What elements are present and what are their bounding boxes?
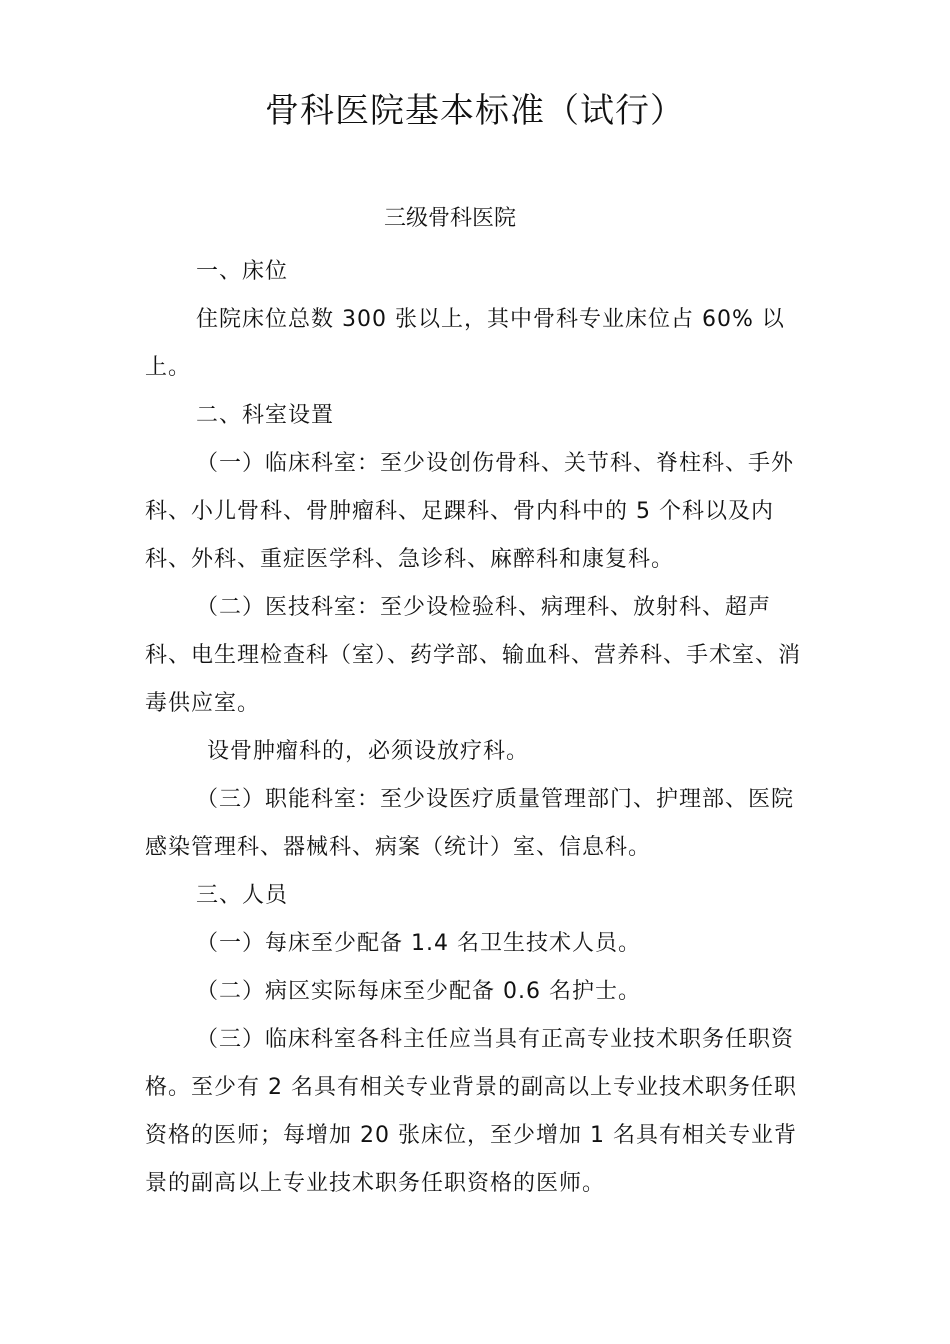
paragraph-technical-staff: （一）每床至少配备 1.4 名卫生技术人员。 (196, 931, 641, 956)
paragraph-radiotherapy-note: 设骨肿瘤科的，必须设放疗科。 (207, 739, 530, 764)
paragraph-medical-technology-departments: （二）医技科室：至少设检验科、病理科、放射科、超声科、电生理检查科（室）、药学部、输血科、营养科、手术室、消毒供应室。 (145, 595, 802, 716)
document-body (145, 248, 810, 1208)
paragraph-functional-departments: （三）职能科室：至少设医疗质量管理部门、护理部、医院感染管理科、器械科、病案（统计）室、信息科。 (145, 787, 795, 860)
paragraph-clinical-departments: （一）临床科室：至少设创伤骨科、关节科、脊柱科、手外科、小儿骨科、骨肿瘤科、足踝科、骨内科中的 5 个科以及内科、外科、重症医学科、急诊科、麻醉科和康复科。 (145, 451, 795, 572)
paragraph-department-directors: （三）临床科室各科主任应当具有正高专业技术职务任职资格。至少有 2 名具有相关专业背景的副高以上专业技术职务任职资格的医师；每增加 20 张床位，至少增加 1 名具有相关专业背景的副高以上专业技术职务任职资格的医师。 (145, 1027, 797, 1196)
section-heading-personnel: 三、人员 (196, 883, 289, 908)
document-title: 骨科医院基本标准（试行） (265, 91, 685, 131)
section-heading-departments: 二、科室设置 (196, 403, 335, 428)
paragraph-beds: 住院床位总数 300 张以上，其中骨科专业床位占 60% 以上。 (145, 307, 785, 380)
document-subtitle: 三级骨科医院 (383, 206, 516, 231)
paragraph-nurses: （二）病区实际每床至少配备 0.6 名护士。 (196, 979, 641, 1004)
section-heading-beds: 一、床位 (196, 259, 289, 284)
